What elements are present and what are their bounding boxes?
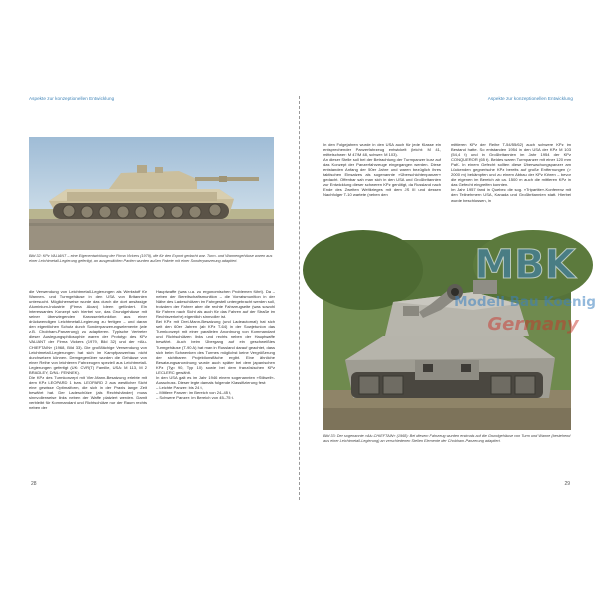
page-number: 29 [564, 481, 570, 487]
text-column-2 [451, 142, 571, 203]
text-column-1 [29, 289, 147, 410]
page-number: 28 [31, 481, 37, 487]
list-item: – Schwere Panzer: im Bereich von 45–75 t. [156, 394, 234, 400]
mbk-watermark-logo [454, 232, 596, 344]
left-page [29, 96, 277, 500]
paragraph: Hauptwaffe (was u.a. zu ergonomischen Problemen führt). Da – neben der Bereitschaftsmunition – die Vorratsmunition in der Nähe des Ladeschützen im Fahrgestell untergebracht werden soll, trotzdem der Fahrer aber die rechte Fahrzeugseite (was sowohl für Fahren nach Sicht als auch für das Fahren auf der Straße im Rechtsverkehr) eigentlich sinnvoller ist. [156, 289, 276, 320]
paragraph: In den Folgejahren wurde in den USA auch für jede Klasse ein entsprechender Panzerfahrzeug entwickelt (leicht: M 41, mittelschwer: M 47/M 48, schwer: M 103). [323, 142, 441, 158]
list-item: – Leichte Panzer: bis 24 t, [156, 384, 203, 390]
paragraph: Die KPz des Turmkonzept mit Vier-Mann-Besatzung erlebte mit dem KPz LEOPARD 1 bzw. LEOPARD 2 aus westlicher Sicht eine gewisse Optimalform, die sich in der Praxis lange Zeit bewährt hat. Der Ladeschütze (als Rechtshänder) muss sinnvollerweise links neben der Waffe platziert werden. Damit verbleibt für Kommandant und Richtschütze nur der Raum rechts neben der [29, 374, 147, 411]
paragraph: Im Jahr 1957 fand in Quebec die sog. »Tripartite«-Konferenz mit den Teilnehmern USA, Kanada und Großbritannien statt. Hierbei wurde beschlossen, in [451, 187, 571, 203]
running-head: Aspekte zur konzeptionellen Entwicklung [29, 96, 115, 101]
tank-class-list [156, 385, 275, 400]
list-item: – Mittlere Panzer: im Bereich von 24–45 t, [156, 389, 232, 395]
paragraph: die Verwendung von Leichtmetall-Legierungen als Werkstoff für Wannen- und Turmgehäuse in den USA von Britannien untersucht. Möglicherweise wurde das durch die dort ansässige Aluminium-Industrie (Firma Alcan) Ideen gefördert. Ein interessantes Konzept sah hierbei vor, das Grundgehäuse mit seiner überwiegenden Karosseriefunktion aus einer drückwendigen Leichtmetall-Legierung zu fertigen – und daran den eigentlichen Schutz durch Sonderpanzerungselemente (wie z.B. Chobham-Panzerung) zu adaptieren. Typische Vertreter dieser Auslegungsphilosophie waren der Prototyp des KPz VALIANT der Firma Vickers (1979, Bild 32) und der »Alu-CHIEFTAIN« (1968, Bild 33). Die großflächige Verwendung von Leichtmetall-Legierungen hat sich im Kampfpanzerbau nicht durchsetzen können. Demgegenüber wurden die Gehäuse von einer Reihe von leichteren Fahrzeugen speziell aus Leichtmetall-Legierungen gefertigt (UK: CVR(T) Familie, USA: M 113, M 2 BRADLEY, D/NL: FENNEK). [29, 289, 147, 375]
tank-photo-valiant [29, 137, 274, 250]
figure-caption: Bild 32: KPz VALIANT – eine Eigenentwicklung der Firma Vickers (1979), die für den Export gedacht war. Turm- und Wannengehäuse waren aus einer Leichtmetall-Legierung gefertigt, an ausgewählten Partien wurden außen Pakete mit einer Sonderpanzerung adaptiert. [29, 254, 273, 263]
watermark-text: Modell Bau Koenig [454, 294, 596, 310]
figure-caption: Bild 33: Der sogenannte »Alu-CHIEFTAIN« (1968): Bei diesem Fahrzeug wurden erstmals auf die Grundgehäuse von Turm und Wanne (bestehend aus einer Leichtmetall-Legierung) an verschiedenen Stellen Elemente der Chobham-Panzerung adaptiert. [323, 434, 571, 443]
running-head: Aspekte zur konzeptionellen Entwicklung [487, 96, 573, 101]
watermark-text: MBK [474, 242, 576, 288]
paragraph: Bei KPz mit Drei-Mann-Besatzung (und Ladeautomat) hat sich seit den 60er Jahren (ab KPz T-64) in der Sowjetunion das Turmkonzept mit einer parallelen Anordnung von Kommandant und Richtschützen links und rechts neben der Hauptwaffe bewährt. Auch beim Übergang auf ein geschweißtes Turmgehäuse (T-90 A) hat man in Russland darauf geachtet, dass sich beim Schwenken des Turmes möglichst keine Vergrößerung der sichtbaren Projektionsfläche ergibt. Eine ähnliche Besatzungsanordnung wurde auch später bei dem japanischen KPz (Typ 90, Typ 10) sowie bei dem französischen KPz LECLERC gewählt. [156, 319, 275, 375]
paragraph: mittleren KPz der Reihe T-54/55/62) auch schwere KPz im Bestand hatte. So entstanden 1954 in den USA der KPz M 103 (54,4 t) und in Großbritannien im Jahr 1954 der KPz CONQUEROR (65 t). Beides waren Turmpanzer mit einer 120 mm PaK. In einem Gefecht sollten diese Überwachungspanzer am Lückenden gegnerische KPz bereits auf große Entfernungen (> 2000 m) bekämpfen und zu einem Abbau der KPz führen – bevor die eigenen im Bereich ab ca. 1500 m auch die mittleren KPz in das Gefecht eingreifen konnten. [451, 142, 571, 188]
watermark-text: Germany [487, 314, 579, 335]
paragraph: In den USA galt es im Jahr 1946 einem sogenannten »Stilwell«-Ausschuss. Dieser legte damals folgende Klassifizierung fest: [156, 374, 275, 385]
paragraph: An dieser Stelle soll bei der Betrachtung der Turmpanzer kurz auf das Konzept der Panzerfahrzeuge eingegangen werden. Diese entstanden Anfang der 50er Jahre und waren bezüglich ihres taktischen Einsatzes als sogenannte »Überschichtenpanzer« gedacht. Offenbar sah man sich in den USA und Großbritannien zur Entwicklung dieser schweren KPz genötigt, da Russland nach Ende des Zweiten Weltkrieges mit dem JS III und dessen Nachfolger T-10 wartete (neben den [323, 157, 441, 198]
text-column-1 [323, 142, 441, 198]
text-column-2 [156, 289, 275, 400]
gutter-divider [299, 96, 300, 500]
